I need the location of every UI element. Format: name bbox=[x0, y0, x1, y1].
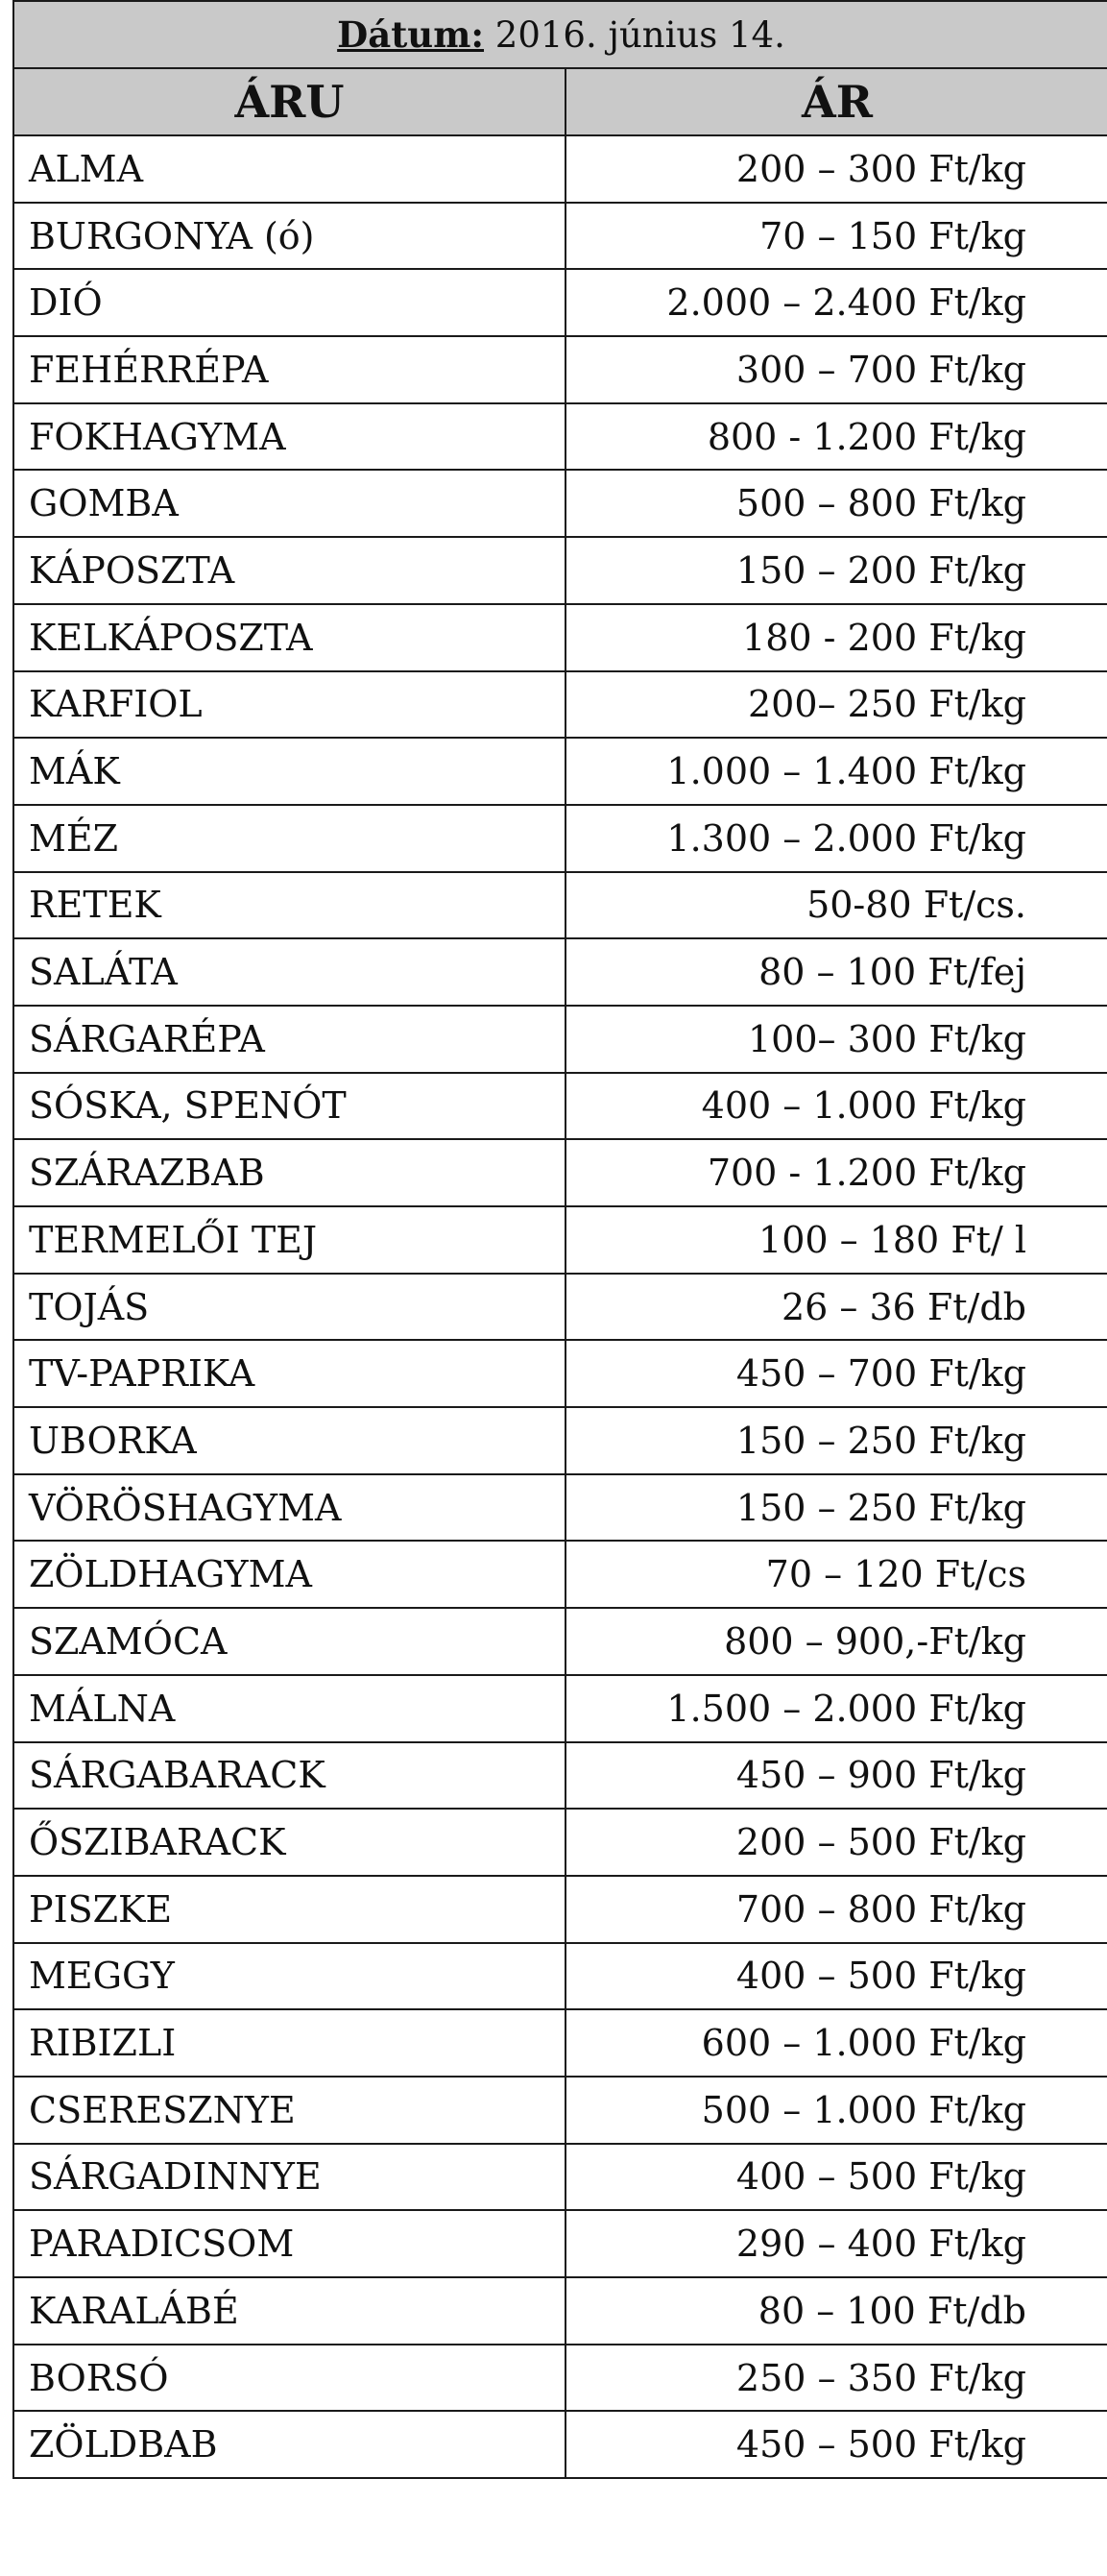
item-price-cell: 700 – 800 Ft/kg bbox=[566, 1876, 1107, 1943]
item-name-cell: DIÓ bbox=[13, 269, 566, 336]
item-price-cell: 450 – 900 Ft/kg bbox=[566, 1742, 1107, 1810]
item-name-cell: FOKHAGYMA bbox=[13, 403, 566, 471]
table-row bbox=[13, 1809, 1107, 1876]
item-name-cell: ZÖLDBAB bbox=[13, 2411, 566, 2478]
table-body bbox=[13, 135, 1107, 2478]
item-name-cell: KARFIOL bbox=[13, 671, 566, 739]
item-name-cell: SALÁTA bbox=[13, 938, 566, 1006]
item-price-cell: 700 - 1.200 Ft/kg bbox=[566, 1139, 1107, 1206]
table-row bbox=[13, 2144, 1107, 2211]
table-row bbox=[13, 2077, 1107, 2144]
item-price-cell: 150 – 250 Ft/kg bbox=[566, 1407, 1107, 1474]
date-cell bbox=[13, 1, 1107, 68]
item-price-cell: 200 – 500 Ft/kg bbox=[566, 1809, 1107, 1876]
item-price-cell: 800 - 1.200 Ft/kg bbox=[566, 403, 1107, 471]
item-price-cell: 180 - 200 Ft/kg bbox=[566, 604, 1107, 671]
item-name-cell: ZÖLDHAGYMA bbox=[13, 1541, 566, 1608]
item-price-cell: 290 – 400 Ft/kg bbox=[566, 2210, 1107, 2277]
item-name-cell: SÓSKA, SPENÓT bbox=[13, 1073, 566, 1140]
item-price-cell: 500 – 800 Ft/kg bbox=[566, 470, 1107, 537]
item-name-cell: ŐSZIBARACK bbox=[13, 1809, 566, 1876]
item-price-cell: 80 – 100 Ft/db bbox=[566, 2277, 1107, 2345]
table-row bbox=[13, 470, 1107, 537]
column-header-row bbox=[13, 68, 1107, 135]
table-row bbox=[13, 604, 1107, 671]
item-name-cell: MÉZ bbox=[13, 805, 566, 872]
item-price-cell: 450 – 500 Ft/kg bbox=[566, 2411, 1107, 2478]
table-row bbox=[13, 2411, 1107, 2478]
table-row bbox=[13, 269, 1107, 336]
item-price-cell: 1.500 – 2.000 Ft/kg bbox=[566, 1675, 1107, 1742]
item-name-cell: RIBIZLI bbox=[13, 2009, 566, 2077]
table-row bbox=[13, 872, 1107, 939]
item-price-cell: 400 – 500 Ft/kg bbox=[566, 1943, 1107, 2010]
item-price-cell: 70 – 120 Ft/cs bbox=[566, 1541, 1107, 1608]
item-price-cell: 150 – 200 Ft/kg bbox=[566, 537, 1107, 604]
item-name-cell: RETEK bbox=[13, 872, 566, 939]
table-row bbox=[13, 1675, 1107, 1742]
column-header-item: ÁRU bbox=[13, 68, 566, 135]
table-row bbox=[13, 1073, 1107, 1140]
table-row bbox=[13, 1407, 1107, 1474]
column-header-price: ÁR bbox=[566, 68, 1107, 135]
item-price-cell: 400 – 1.000 Ft/kg bbox=[566, 1073, 1107, 1140]
item-name-cell: SÁRGABARACK bbox=[13, 1742, 566, 1810]
table-row bbox=[13, 1340, 1107, 1407]
table-row bbox=[13, 2277, 1107, 2345]
item-name-cell: BORSÓ bbox=[13, 2345, 566, 2412]
item-price-cell: 2.000 – 2.400 Ft/kg bbox=[566, 269, 1107, 336]
item-name-cell: TOJÁS bbox=[13, 1274, 566, 1341]
table-row bbox=[13, 1943, 1107, 2010]
item-name-cell: SZAMÓCA bbox=[13, 1608, 566, 1675]
item-price-cell: 1.300 – 2.000 Ft/kg bbox=[566, 805, 1107, 872]
item-price-cell: 500 – 1.000 Ft/kg bbox=[566, 2077, 1107, 2144]
item-price-cell: 50-80 Ft/cs. bbox=[566, 872, 1107, 939]
table-row bbox=[13, 1206, 1107, 1274]
item-price-cell: 200– 250 Ft/kg bbox=[566, 671, 1107, 739]
table-row bbox=[13, 1474, 1107, 1542]
item-name-cell: VÖRÖSHAGYMA bbox=[13, 1474, 566, 1542]
item-name-cell: SÁRGARÉPA bbox=[13, 1006, 566, 1073]
table-row bbox=[13, 2210, 1107, 2277]
item-price-cell: 250 – 350 Ft/kg bbox=[566, 2345, 1107, 2412]
item-price-cell: 450 – 700 Ft/kg bbox=[566, 1340, 1107, 1407]
item-name-cell: GOMBA bbox=[13, 470, 566, 537]
item-price-cell: 70 – 150 Ft/kg bbox=[566, 203, 1107, 270]
table-row bbox=[13, 403, 1107, 471]
item-name-cell: FEHÉRRÉPA bbox=[13, 336, 566, 403]
table-row bbox=[13, 1541, 1107, 1608]
table-row bbox=[13, 1139, 1107, 1206]
item-price-cell: 100– 300 Ft/kg bbox=[566, 1006, 1107, 1073]
item-price-cell: 800 – 900,-Ft/kg bbox=[566, 1608, 1107, 1675]
table-row bbox=[13, 938, 1107, 1006]
item-name-cell: MÁLNA bbox=[13, 1675, 566, 1742]
item-price-cell: 400 – 500 Ft/kg bbox=[566, 2144, 1107, 2211]
item-price-cell: 200 – 300 Ft/kg bbox=[566, 135, 1107, 203]
item-price-cell: 1.000 – 1.400 Ft/kg bbox=[566, 738, 1107, 805]
item-name-cell: CSERESZNYE bbox=[13, 2077, 566, 2144]
item-name-cell: SZÁRAZBAB bbox=[13, 1139, 566, 1206]
item-price-cell: 600 – 1.000 Ft/kg bbox=[566, 2009, 1107, 2077]
item-name-cell: PARADICSOM bbox=[13, 2210, 566, 2277]
item-name-cell: KÁPOSZTA bbox=[13, 537, 566, 604]
table-row bbox=[13, 2345, 1107, 2412]
table-row bbox=[13, 1006, 1107, 1073]
table-row bbox=[13, 1876, 1107, 1943]
item-name-cell: KARALÁBÉ bbox=[13, 2277, 566, 2345]
date-row bbox=[13, 1, 1107, 68]
item-price-cell: 80 – 100 Ft/fej bbox=[566, 938, 1107, 1006]
item-name-cell: PISZKE bbox=[13, 1876, 566, 1943]
item-name-cell: ALMA bbox=[13, 135, 566, 203]
item-price-cell: 300 – 700 Ft/kg bbox=[566, 336, 1107, 403]
item-name-cell: MEGGY bbox=[13, 1943, 566, 2010]
item-name-cell: UBORKA bbox=[13, 1407, 566, 1474]
date-value: 2016. június 14. bbox=[494, 14, 785, 56]
item-price-cell: 100 – 180 Ft/ l bbox=[566, 1206, 1107, 1274]
table-row bbox=[13, 537, 1107, 604]
table-row bbox=[13, 1274, 1107, 1341]
table-row bbox=[13, 336, 1107, 403]
item-price-cell: 150 – 250 Ft/kg bbox=[566, 1474, 1107, 1542]
table-row bbox=[13, 805, 1107, 872]
price-table bbox=[12, 0, 1107, 2479]
table-row bbox=[13, 1742, 1107, 1810]
table-row bbox=[13, 738, 1107, 805]
item-price-cell: 26 – 36 Ft/db bbox=[566, 1274, 1107, 1341]
item-name-cell: MÁK bbox=[13, 738, 566, 805]
item-name-cell: SÁRGADINNYE bbox=[13, 2144, 566, 2211]
table-row bbox=[13, 671, 1107, 739]
item-name-cell: KELKÁPOSZTA bbox=[13, 604, 566, 671]
table-row bbox=[13, 203, 1107, 270]
item-name-cell: BURGONYA (ó) bbox=[13, 203, 566, 270]
date-label: Dátum: bbox=[337, 13, 485, 56]
item-name-cell: TV-PAPRIKA bbox=[13, 1340, 566, 1407]
item-name-cell: TERMELŐI TEJ bbox=[13, 1206, 566, 1274]
table-row bbox=[13, 135, 1107, 203]
price-list-sheet bbox=[12, 0, 1107, 2479]
table-row bbox=[13, 1608, 1107, 1675]
table-row bbox=[13, 2009, 1107, 2077]
